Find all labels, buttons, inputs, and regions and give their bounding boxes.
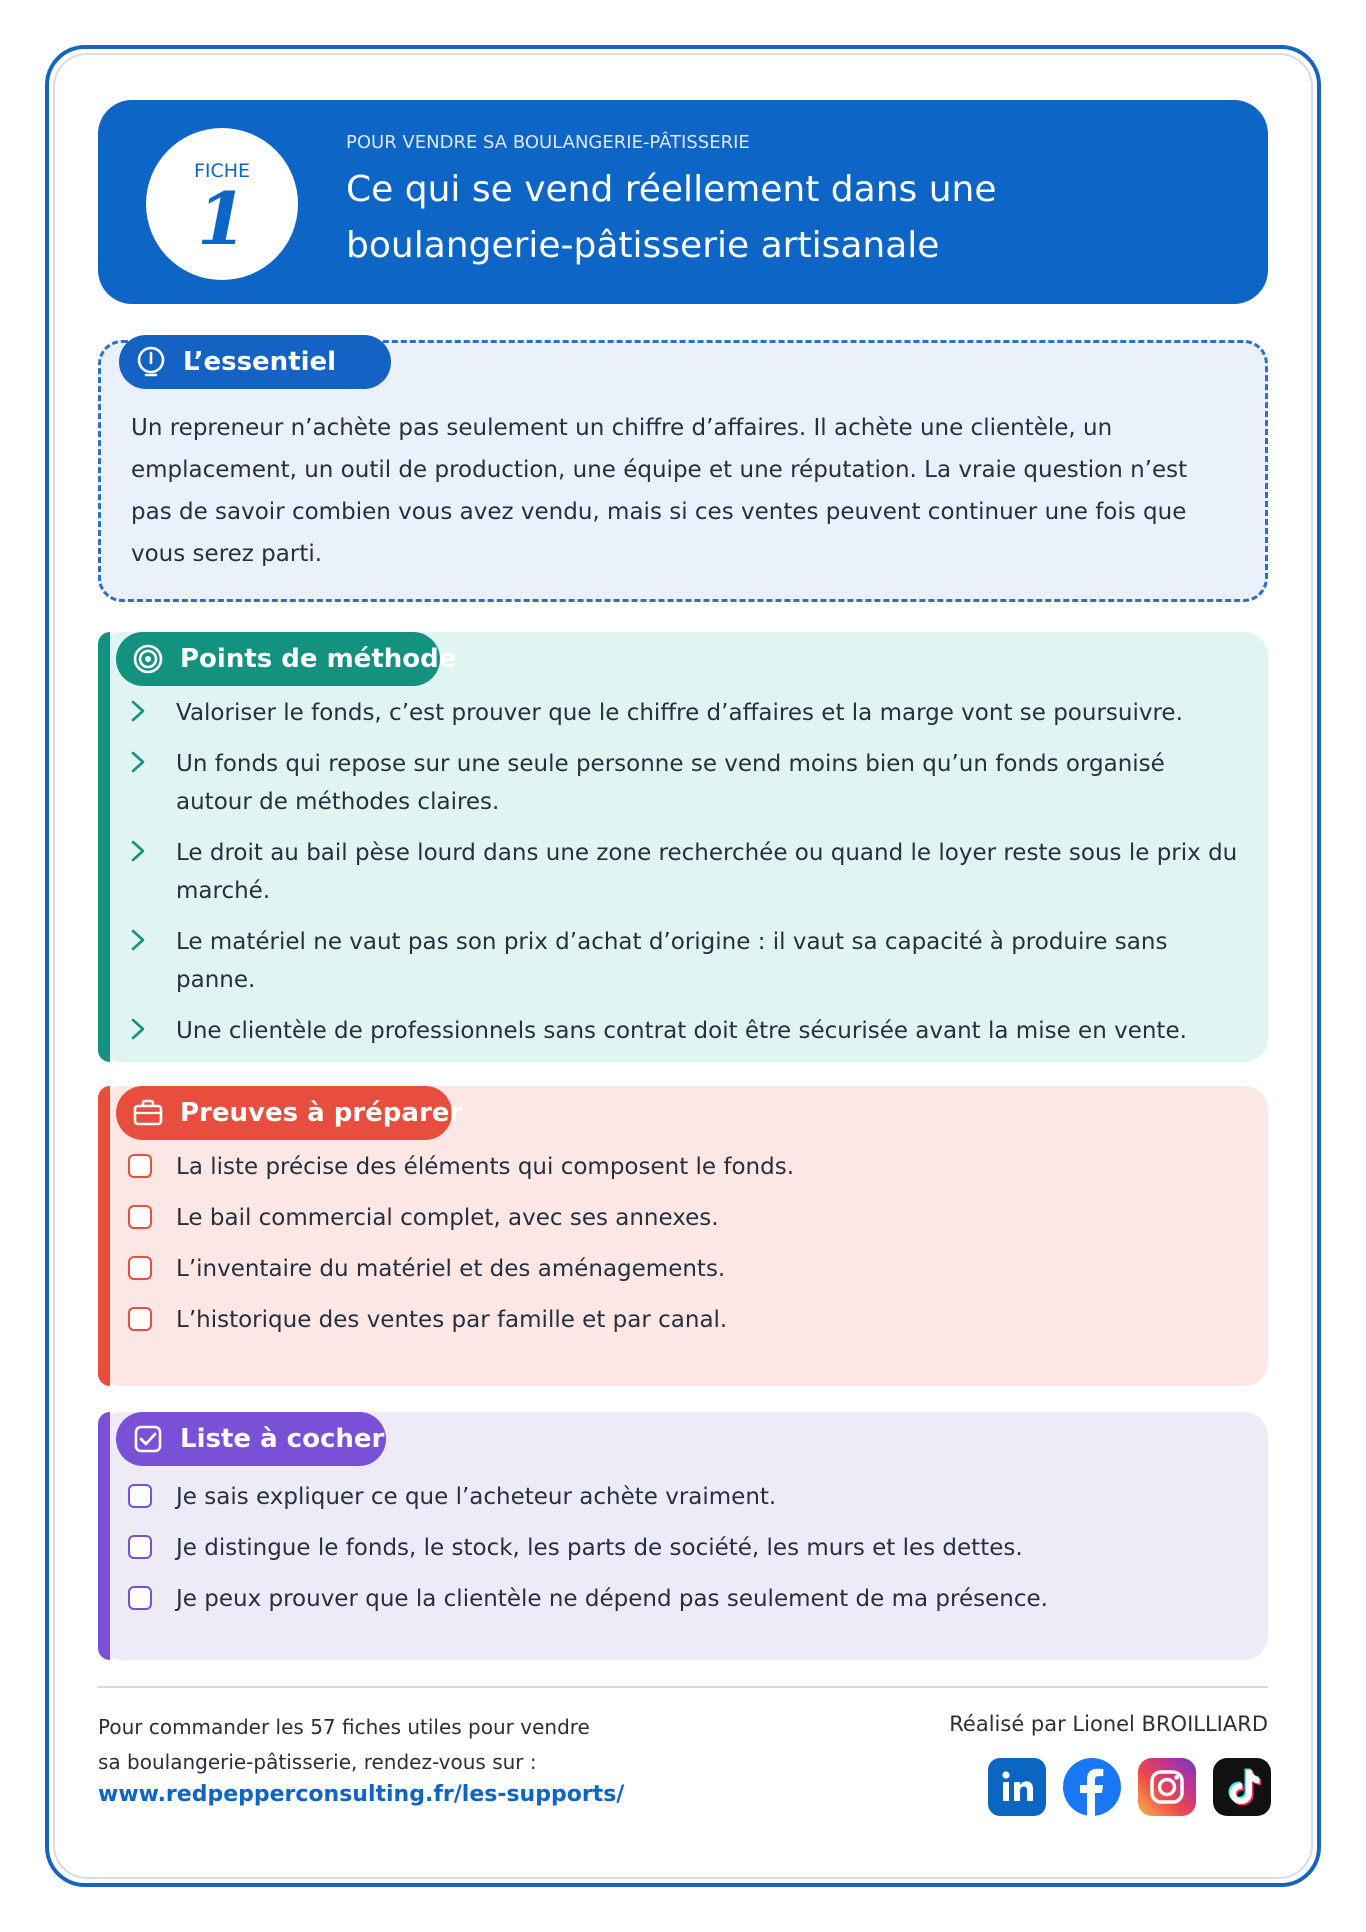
checkbox[interactable] — [128, 1307, 152, 1331]
section-essentiel-pill — [119, 335, 391, 389]
checklist-item[interactable] — [128, 1580, 1238, 1618]
section-methode-pill — [116, 632, 457, 686]
chevron-right-icon — [128, 1015, 148, 1043]
checklist-item-text: Je sais expliquer ce que l’acheteur achète vraiment. — [176, 1484, 777, 1510]
section-preuves-label: Preuves à préparer — [180, 1098, 463, 1128]
footer-text-line: Pour commander les 57 fiches utiles pour vendre — [98, 1715, 590, 1739]
section-liste-pill — [116, 1412, 386, 1466]
list-item — [128, 694, 1238, 732]
methode-list — [128, 694, 1238, 1063]
section-preuves-accent-bar — [98, 1086, 110, 1386]
checklist-item-text: Je peux prouver que la clientèle ne dépend pas seulement de ma présence. — [176, 1586, 1048, 1612]
list-item-text: Valoriser le fonds, c’est prouver que le chiffre d’affaires et la marge vont se poursuivre. — [176, 700, 1183, 726]
checkbox[interactable] — [128, 1535, 152, 1559]
section-methode-accent-bar — [98, 632, 110, 1062]
instagram-button[interactable] — [1138, 1758, 1196, 1816]
briefcase-icon — [132, 1097, 164, 1129]
header-banner — [98, 100, 1268, 304]
checklist-item[interactable] — [128, 1478, 1238, 1516]
instagram-icon — [1138, 1758, 1196, 1816]
chevron-right-icon — [128, 837, 148, 865]
linkedin-icon — [988, 1758, 1046, 1816]
list-item — [128, 1012, 1238, 1050]
section-liste-accent-bar — [98, 1412, 110, 1660]
checklist-item-text: Le bail commercial complet, avec ses annexes. — [176, 1205, 719, 1231]
section-essentiel-label: L’essentiel — [183, 347, 337, 377]
footer-credit: Réalisé par Lionel BROILLIARD — [949, 1712, 1268, 1736]
fiche-number: 1 — [196, 176, 248, 261]
preuves-list — [128, 1148, 1238, 1352]
footer-text-line: sa boulangerie-pâtisserie, rendez-vous sur : — [98, 1750, 537, 1774]
list-item-text: Un fonds qui repose sur une seule personne se vend moins bien qu’un fonds organisé autour de méthodes claires. — [176, 751, 1165, 815]
footer-divider — [98, 1686, 1268, 1688]
tiktok-button[interactable] — [1213, 1758, 1271, 1816]
section-liste — [98, 1412, 1268, 1660]
target-icon — [132, 643, 164, 675]
list-item — [128, 834, 1238, 910]
checkbox[interactable] — [128, 1205, 152, 1229]
linkedin-button[interactable] — [988, 1758, 1046, 1816]
list-item-text: Le droit au bail pèse lourd dans une zone recherchée ou quand le loyer reste sous le prix du marché. — [176, 840, 1238, 904]
header-kicker: POUR VENDRE SA BOULANGERIE-PÂTISSERIE — [346, 132, 750, 153]
checkbox[interactable] — [128, 1256, 152, 1280]
checklist-item[interactable] — [128, 1250, 1238, 1288]
footer-text — [98, 1710, 618, 1780]
checklist-item[interactable] — [128, 1301, 1238, 1339]
section-methode-label: Points de méthode — [180, 644, 457, 674]
lightbulb-icon — [135, 346, 167, 378]
section-preuves-pill — [116, 1086, 463, 1140]
checklist-item[interactable] — [128, 1199, 1238, 1237]
checkbox-checked-icon — [132, 1423, 164, 1455]
chevron-right-icon — [128, 697, 148, 725]
section-methode — [98, 632, 1268, 1062]
checklist-item-text: L’inventaire du matériel et des aménagements. — [176, 1256, 726, 1282]
checkbox[interactable] — [128, 1484, 152, 1508]
checklist-item[interactable] — [128, 1529, 1238, 1567]
chevron-right-icon — [128, 926, 148, 954]
section-liste-label: Liste à cocher — [180, 1424, 385, 1454]
checklist-item-text: L’historique des ventes par famille et par canal. — [176, 1307, 728, 1333]
essentiel-text: Un repreneur n’achète pas seulement un chiffre d’affaires. Il achète une clientèle, un emplacement, un outil de production, une équipe et une réputation. La vraie question n’est pas de savoir combien vous avez vendu, mais si ces ventes peuvent continuer une fois que vous serez parti. — [131, 415, 1188, 567]
chevron-right-icon — [128, 748, 148, 776]
liste-list — [128, 1478, 1238, 1631]
list-item — [128, 923, 1238, 999]
tiktok-icon — [1213, 1758, 1271, 1816]
checklist-item-text: Je distingue le fonds, le stock, les parts de société, les murs et les dettes. — [176, 1535, 1023, 1561]
checkbox[interactable] — [128, 1154, 152, 1178]
list-item-text: Une clientèle de professionnels sans contrat doit être sécurisée avant la mise en vente. — [176, 1018, 1187, 1044]
list-item — [128, 745, 1238, 821]
list-item-text: Le matériel ne vaut pas son prix d’achat d’origine : il vaut sa capacité à produire sans panne. — [176, 929, 1168, 993]
fiche-badge — [146, 128, 298, 280]
checklist-item-text: La liste précise des éléments qui composent le fonds. — [176, 1154, 795, 1180]
page-title: Ce qui se vend réellement dans une boulangerie-pâtisserie artisanale — [346, 169, 997, 266]
facebook-icon — [1063, 1758, 1121, 1816]
section-essentiel — [98, 340, 1268, 602]
fiche-label: FICHE — [193, 160, 251, 182]
footer-link[interactable]: www.redpepperconsulting.fr/les-supports/ — [98, 1782, 625, 1807]
checkbox[interactable] — [128, 1586, 152, 1610]
checklist-item[interactable] — [128, 1148, 1238, 1186]
facebook-button[interactable] — [1063, 1758, 1121, 1816]
section-preuves — [98, 1086, 1268, 1386]
